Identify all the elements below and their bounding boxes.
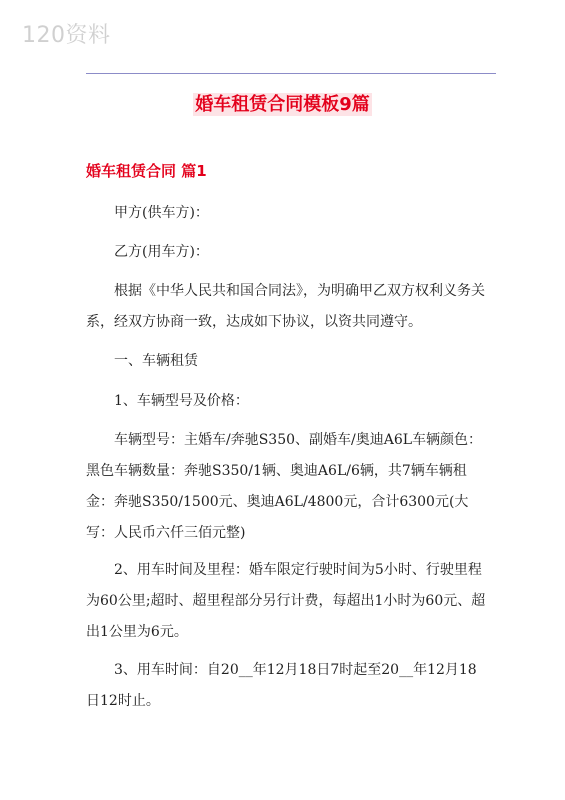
paragraph-clause-heading: 一、车辆租赁 bbox=[114, 353, 198, 369]
paragraph-vehicle-model-heading: 1、车辆型号及价格： bbox=[114, 393, 249, 409]
section-heading: 婚车租赁合同 篇1 bbox=[86, 162, 207, 180]
paragraph-vehicle-details: 车辆型号：主婚车/奔驰S350、副婚车/奥迪A6L车辆颜色：黑色车辆数量：奔驰S350/1辆、奥迪A6L/6辆，共7辆车辆租金：奔驰S350/1500元、奥迪A6L/4800元，合计6300元(大写：人民币六仟三佰元整) bbox=[86, 432, 483, 541]
paragraph-party-a: 甲方(供车方)： bbox=[114, 205, 209, 221]
header-divider bbox=[86, 73, 496, 74]
paragraph-intro: 根据《中华人民共和国合同法》，为明确甲乙双方权利义务关系，经双方协商一致，达成如下协议，以资共同遵守。 bbox=[86, 283, 485, 330]
document-title bbox=[0, 90, 565, 116]
document-title-text: 婚车租赁合同模板9篇 bbox=[195, 94, 370, 115]
watermark-logo: 120资料 bbox=[22, 23, 111, 48]
paragraph-usage-period: 3、用车时间：自20__年12月18日7时起至20__年12月18日12时止。 bbox=[86, 662, 477, 709]
paragraph-usage-time-mileage: 2、用车时间及里程：婚车限定行驶时间为5小时、行驶里程为60公里;超时、超里程部分另行计费，每超出1小时为60元、超出1公里为6元。 bbox=[86, 562, 486, 640]
paragraph-party-b: 乙方(用车方)： bbox=[114, 244, 209, 260]
